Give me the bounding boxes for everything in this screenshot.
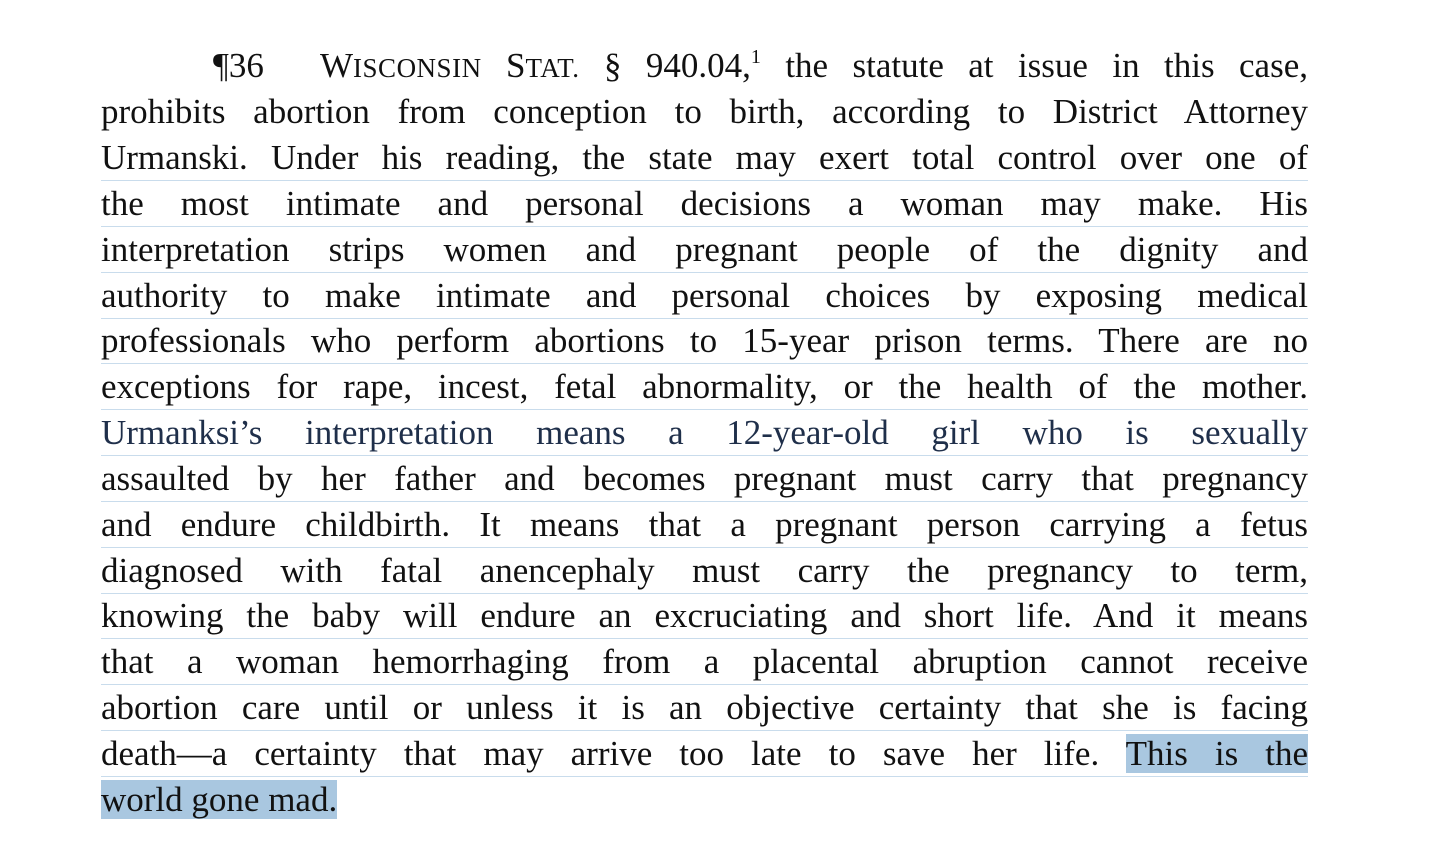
text-line: knowing the baby will endure an excruciating and short life. And it means — [101, 593, 1308, 639]
footnote-marker[interactable]: 1 — [750, 46, 761, 68]
statute-trailing-text: the statute at issue in this case, — [760, 46, 1308, 85]
highlighted-text[interactable]: This is the — [1125, 734, 1308, 773]
text-line-with-highlight — [101, 731, 1308, 777]
text-line: the most intimate and personal decisions a woman may make. His — [101, 181, 1308, 227]
text-line: prohibits abortion from conception to birth, according to District Attorney — [101, 92, 1308, 131]
paragraph-number: ¶36 — [213, 46, 264, 85]
text-line: diagnosed with fatal anencephaly must carry the pregnancy to term, — [101, 548, 1308, 594]
text-line: Urmanski. Under his reading, the state may exert total control over one of — [101, 135, 1308, 181]
text-line: Urmanksi’s interpretation means a 12-year-old girl who is sexually — [101, 410, 1308, 456]
text-line: and endure childbirth. It means that a pregnant person carrying a fetus — [101, 502, 1308, 548]
text-line: that a woman hemorrhaging from a placental abruption cannot receive — [101, 639, 1308, 685]
text-line: authority to make intimate and personal choices by exposing medical — [101, 273, 1308, 319]
text-line: assaulted by her father and becomes pregnant must carry that pregnancy — [101, 456, 1308, 502]
text-line: professionals who perform abortions to 15-year prison terms. There are no — [101, 318, 1308, 364]
statute-citation: WISCONSIN STAT. § 940.04,$^1$ — [320, 46, 761, 85]
text-line: interpretation strips women and pregnant people of the dignity and — [101, 227, 1308, 273]
highlighted-text[interactable]: world gone mad. — [101, 780, 338, 819]
text-line: abortion care until or unless it is an objective certainty that she is facing — [101, 685, 1308, 731]
line-plain-text: death—a certainty that may arrive too late to save her life. — [101, 734, 1126, 773]
text-line: exceptions for rape, incest, fetal abnormality, or the health of the mother. — [101, 364, 1308, 410]
last-text-line — [101, 777, 1308, 823]
paragraph-first-line — [213, 43, 1308, 89]
